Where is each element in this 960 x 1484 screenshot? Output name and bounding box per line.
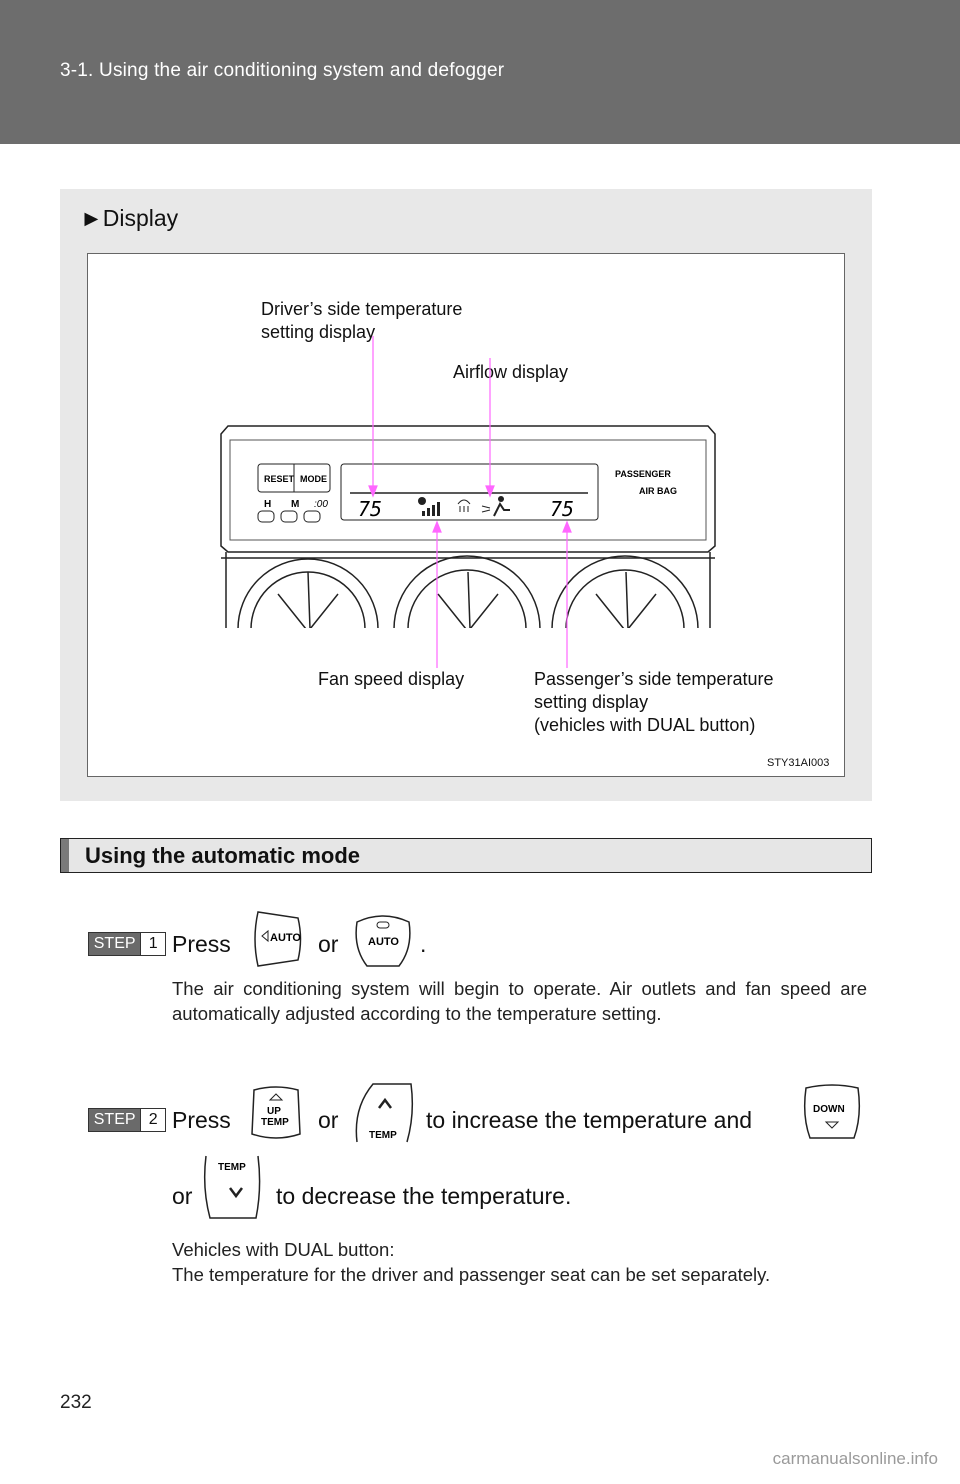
step-1-or: or — [318, 931, 339, 957]
svg-text:AUTO: AUTO — [368, 936, 399, 948]
passenger-text: PASSENGER — [615, 469, 671, 479]
panel-title: ►Display — [80, 205, 179, 231]
mode-text: MODE — [300, 474, 327, 484]
step-2-decrease: to decrease the temperature. — [276, 1183, 572, 1209]
display-panel — [60, 189, 872, 801]
watermark: carmanualsonline.info — [772, 1449, 938, 1468]
auto-button-a-icon — [250, 908, 306, 970]
svg-text:TEMP: TEMP — [369, 1130, 397, 1141]
step-2-note-heading: Vehicles with DUAL button: — [172, 1239, 395, 1260]
passenger-temp-label: Passenger’s side temperature setting display (vehicles with DUAL button) — [534, 669, 774, 735]
control-unit-drawing — [88, 254, 844, 776]
step-1-press: Press — [172, 931, 231, 957]
svg-text:TEMP: TEMP — [218, 1162, 246, 1173]
up-temp-button-icon — [248, 1082, 304, 1144]
climate-control-figure — [87, 253, 845, 777]
right-temp-readout: 75 — [550, 497, 575, 521]
section-heading — [60, 838, 872, 873]
auto-button-b-icon — [353, 908, 413, 970]
temp-down-button-icon — [200, 1152, 266, 1222]
h-text: H — [264, 499, 272, 510]
step-1-description: The air conditioning system will begin to operate. Air outlets and fan speed are automatically adjusted according to the temperature setting. — [172, 978, 867, 1024]
m-text: M — [291, 499, 300, 510]
step-2-badge: STEP 2 — [88, 1108, 166, 1132]
svg-text:TEMP: TEMP — [261, 1117, 289, 1128]
step-2-note: The temperature for the driver and passenger seat can be set separately. — [172, 1264, 771, 1285]
svg-text:AUTO: AUTO — [270, 932, 301, 944]
fan-speed-label: Fan speed display — [318, 669, 465, 689]
driver-temp-label: Driver’s side temperature setting display — [261, 299, 463, 342]
temp-up-button-icon — [353, 1078, 415, 1146]
page-header — [0, 0, 960, 144]
svg-text:UP: UP — [267, 1106, 281, 1117]
step-2-or-1: or — [318, 1107, 339, 1133]
airbag-text: AIR BAG — [639, 486, 677, 496]
section-title: Using the automatic mode — [85, 843, 361, 868]
step-2-press: Press — [172, 1107, 231, 1133]
reset-text: RESET — [264, 474, 295, 484]
step-1-period: . — [420, 931, 427, 957]
airflow-label: Airflow display — [453, 362, 569, 382]
figure-code: STY31AI003 — [767, 757, 830, 769]
page-number: 232 — [60, 1392, 92, 1413]
section-stripe — [61, 839, 69, 872]
left-temp-readout: 75 — [358, 497, 383, 521]
clock-text: :00 — [314, 499, 328, 510]
down-button-icon — [800, 1082, 864, 1144]
svg-text:DOWN: DOWN — [813, 1104, 845, 1115]
step-2-or-2: or — [172, 1183, 193, 1209]
chapter-title: 3-1. Using the air conditioning system and defogger — [60, 60, 505, 81]
step-2-increase: to increase the temperature and — [426, 1107, 753, 1133]
step-1-badge: STEP 1 — [88, 932, 166, 956]
